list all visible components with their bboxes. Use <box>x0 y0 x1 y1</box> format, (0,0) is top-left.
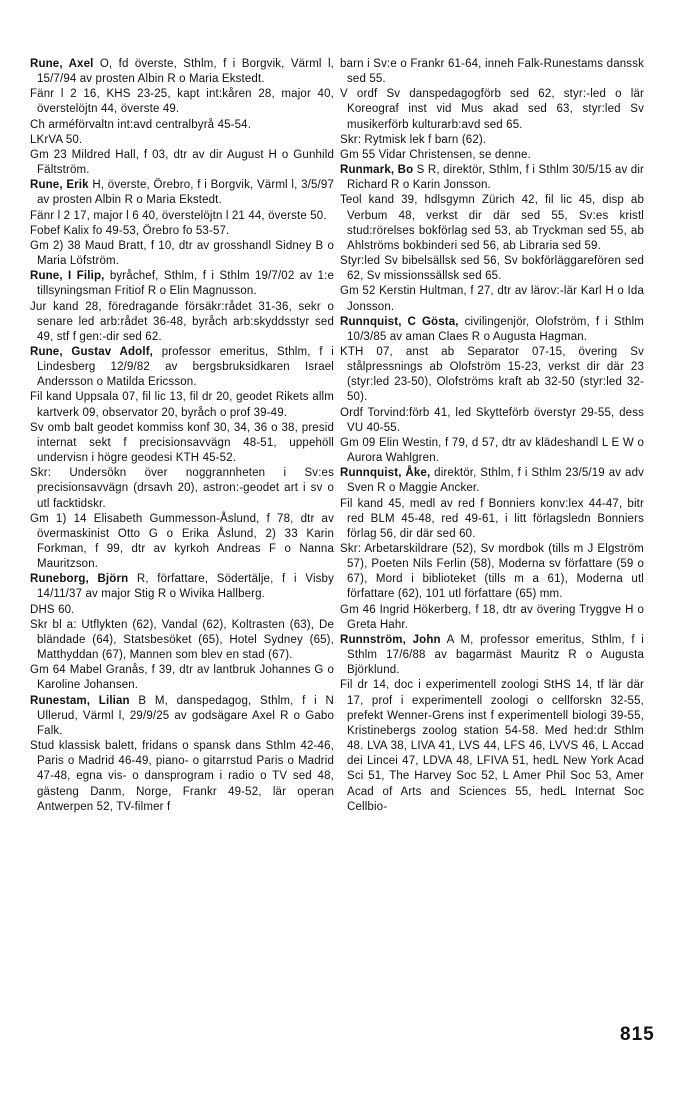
entry-paragraph <box>340 678 644 814</box>
entry-paragraph <box>340 542 644 603</box>
entry-name: Rune, Gustav Adolf, <box>30 345 154 358</box>
entry-text: R, författare, Södertälje, f i Visby 14/11/37 av major Stig R o Wivika Hallberg. <box>37 573 334 601</box>
entry-paragraph <box>340 148 644 163</box>
entry-paragraph <box>340 497 644 542</box>
entry-paragraph <box>30 239 334 269</box>
entry-name: Runnquist, C Gösta, <box>340 315 459 328</box>
entry-paragraph <box>340 57 644 87</box>
entry-text: Ch arméförvaltn int:avd centralbyrå 45-54. <box>30 118 252 131</box>
entry-text: DHS 60. <box>30 603 75 616</box>
entry-paragraph <box>30 87 334 117</box>
entry-name: Rune, I Filip, <box>30 270 105 283</box>
entry-text: Gm 46 Ingrid Hökerberg, f 18, dtr av övering Tryggve H o Greta Hahr. <box>340 603 644 631</box>
entry-heading-paragraph <box>30 57 334 87</box>
entry-text: B M, danspedagog, Sthlm, f i N Ullerud, Värml l, 29/9/25 av godsägare Axel R o Gabo Falk. <box>37 694 335 737</box>
entry-text: Jur kand 28, föredragande försäkr:rådet 31-36, sekr o senare led arb:rådet 36-48, byråch arb:skyddsstyr sed 49, stf f gen:-dir sed 62. <box>30 300 334 343</box>
entry-text: Gm 1) 14 Elisabeth Gummesson-Åslund, f 78, dtr av övermaskinist Otto G o Erika Åslund, 2) 33 Karin Forkman, f 99, dtr av kyrkoh Andreas F o Nanna Mauritzson. <box>30 512 334 571</box>
entry-text: O, fd överste, Sthlm, f i Borgvik, Värml l, 15/7/94 av prosten Albin R o Maria Ekstedt. <box>37 58 335 86</box>
entry-paragraph <box>340 436 644 466</box>
entry-heading-paragraph <box>340 466 644 496</box>
entry-text: Fil kand Uppsala 07, fil lic 13, fil dr 20, geodet Rikets allm kartverk 09, observator 20, byråch o prof 39-49. <box>30 391 334 419</box>
entry-paragraph <box>340 406 644 436</box>
entry-text: professor emeritus, Sthlm, f i Lindesberg 12/9/82 av bergsbruksidkaren Israel Andersson o Matilda Ericsson. <box>37 345 334 389</box>
entry-text: KTH 07, anst ab Separator 07-15, övering Sv stålpressnings ab Olofström 15-23, verkst dir där 23 (styr:led 23-50), Olofströms kraft ab 32-50 (styr:led 32-50). <box>340 345 644 404</box>
entry-text: Styr:led Sv bibelsällsk sed 56, Sv bokförläggarefören sed 62, Sv missionssällsk sed 65. <box>340 255 644 283</box>
entry-text: LKrVA 50. <box>30 133 83 146</box>
entry-name: Rune, Erik <box>30 179 89 192</box>
entry-text: A M, professor emeritus, Sthlm, f i Sthlm 17/6/88 av bagarmäst Mauritz R o Augusta Björklund. <box>347 633 644 677</box>
entry-name: Runnström, John <box>340 633 441 646</box>
entry-heading-paragraph <box>30 345 334 390</box>
entry-text: Sv omb balt geodet kommiss konf 30, 34, 36 o 38, presid internat sekt f precisionsavvägn 48-51, uppehöll undervisn i högre geodesi KTH 45-52. <box>30 421 334 465</box>
entry-name: Runeborg, Björn <box>30 573 129 586</box>
entry-paragraph <box>30 148 334 178</box>
entry-text: Teol kand 39, hdlsgymn Zürich 42, fil lic 45, disp ab Verbum 48, verkst dir där sed 55, Sv:es kristl stud:rörelses bokförlag sed 53, ab Tryckman sed 55, ab Ahlströms bokbinderi sed 56, ab Libraria sed 59. <box>340 194 644 252</box>
entry-text: S R, direktör, Sthlm, f i Sthlm 30/5/15 av dir Richard R o Karin Jonsson. <box>347 164 645 192</box>
entry-text: Skr bl a: Utflykten (62), Vandal (62), Koltrasten (63), De bländade (64), Statsbesöket (65), Hotel Sydney (65), Matthyddan (67), Mannen som blev en stad (67). <box>30 618 334 662</box>
entry-text: civilingenjör, Olofström, f i Sthlm 10/3/85 av aman Claes R o Augusta Hagman. <box>347 315 644 343</box>
entry-text: Fobef Kalix fo 49-53, Örebro fo 53-57. <box>30 224 230 237</box>
entry-text: Gm 64 Mabel Granås, f 39, dtr av lantbruk Johannes G o Karoline Johansen. <box>30 664 334 692</box>
entry-text: Skr: Rytmisk lek f barn (62). <box>340 133 487 146</box>
entry-paragraph <box>340 133 644 148</box>
entry-paragraph <box>30 466 334 511</box>
entry-text: H, överste, Örebro, f i Borgvik, Värml l, 3/5/97 av prosten Albin R o Maria Ekstedt. <box>37 179 334 207</box>
entry-text: Fil dr 14, doc i experimentell zoologi StHS 14, tf lär där 17, prof i experimentell zoologi o cellforskn 32-55, prefekt Wenner-Grens inst f experimentell biologi 39-55, Kristinebergs zoolog station 54-58. Med hed:dr Sthlm 48. LVA 38, LIVA 41, LVS 44, LFS 46, LVVS 46, L Accad dei Lincei 47, LDVA 48, LFIVA 51, hedL New York Acad Sci 51, The Harvey Soc 52, L Amer Phil Soc 53, Amer Acad of Arts and Sciences 55, hedL Internat Soc Cellbio- <box>340 679 644 813</box>
entry-paragraph <box>340 603 644 633</box>
entry-text: Stud klassisk balett, fridans o spansk dans Sthlm 42-46, Paris o Madrid 46-49, piano- o gitarrstud Paris o Madrid 47-48, egna vis- o dansprogram i radio o TV sed 48, gästeng Danm, Norge, Frankr 49-52, lär operan Antwerpen 52, TV-filmer f <box>30 740 334 813</box>
entry-text: Gm 55 Vidar Christensen, se denne. <box>340 148 531 161</box>
entry-paragraph <box>30 421 334 466</box>
entry-text: Fil kand 45, medl av red f Bonniers konv:lex 44-47, bitr red BLM 45-48, red 49-61, i litt förlagsledn Bonniers förlag 56, dir där sed 60. <box>340 497 644 540</box>
entry-name: Rune, Axel <box>30 58 94 70</box>
entry-paragraph <box>340 345 644 406</box>
entry-text: Fänr l 2 16, KHS 23-25, kapt int:kåren 28, major 40, överstelöjtn 44, överste 49. <box>30 88 334 116</box>
entry-paragraph <box>340 193 644 254</box>
entry-text: V ordf Sv danspedagogförb sed 62, styr:-led o lär Koreograf inst vid Mus akad sed 63, styr:led Sv musikerförb kulturarb:avd sed 65. <box>340 88 644 131</box>
entry-text: Fänr l 2 17, major l 6 40, överstelöjtn l 21 44, överste 50. <box>30 209 327 222</box>
entry-heading-paragraph <box>340 315 644 345</box>
entry-heading-paragraph <box>340 633 644 678</box>
entry-text: Gm 23 Mildred Hall, f 03, dtr av dir August H o Gunhild Fältström. <box>30 148 334 177</box>
entry-paragraph <box>30 300 334 345</box>
entry-name: Runestam, Lilian <box>30 694 130 707</box>
entry-text: Gm 2) 38 Maud Bratt, f 10, dtr av grosshandl Sidney B o Maria Löfström. <box>30 239 334 268</box>
entry-text: byråchef, Sthlm, f i Sthlm 19/7/02 av 1:e tillsyningsman Fritiof R o Elin Magnusson. <box>37 270 335 298</box>
entry-paragraph <box>30 739 334 815</box>
entry-heading-paragraph <box>30 269 334 299</box>
right-column <box>340 57 644 815</box>
entry-text: Skr: Undersökn över noggrannheten i Sv:es precisionsavvägn (drsavh 20), astron:-geodet art i sv o utl facktidskr. <box>30 467 334 510</box>
entry-paragraph <box>30 618 334 663</box>
entry-paragraph <box>340 284 644 314</box>
entry-text: Gm 09 Elin Westin, f 79, d 57, dtr av klädeshandl L E W o Aurora Wahlgren. <box>340 436 644 465</box>
entry-text: Skr: Arbetarskildrare (52), Sv mordbok (tills m J Elgström 57), Poeten Nils Ferlin (58), Moderna sv författare (59 o 67), Mord i biblioteket (tills m a 61), Moderna utl författare (62), 101 utl författare (65) mm. <box>340 543 644 601</box>
entry-paragraph <box>30 512 334 573</box>
left-column <box>30 57 334 815</box>
entry-paragraph <box>30 224 334 239</box>
entry-text: Ordf Torvind:förb 41, led Skytteförb överstyr 29-55, dess VU 40-55. <box>340 406 644 434</box>
entry-heading-paragraph <box>30 694 334 739</box>
entry-heading-paragraph <box>340 163 644 193</box>
entry-text: direktör, Sthlm, f i Sthlm 23/5/19 av adv Sven R o Maggie Ancker. <box>347 467 645 495</box>
entry-paragraph <box>340 87 644 132</box>
entry-heading-paragraph <box>30 178 334 208</box>
entry-paragraph <box>30 118 334 133</box>
entry-paragraph <box>340 254 644 284</box>
entry-name: Runmark, Bo <box>340 164 414 177</box>
entry-text: Gm 52 Kerstin Hultman, f 27, dtr av lärov:-lär Karl H o Ida Jonsson. <box>340 285 644 313</box>
entry-paragraph <box>30 603 334 618</box>
entry-name: Runnquist, Åke, <box>340 467 431 480</box>
page-number: 815 <box>620 1024 655 1045</box>
entry-paragraph <box>30 390 334 420</box>
entry-heading-paragraph <box>30 572 334 602</box>
entry-paragraph <box>30 133 334 148</box>
entry-text: barn i Sv:e o Frankr 61-64, inneh Falk-Runestams danssk sed 55. <box>340 58 644 86</box>
entry-paragraph <box>30 663 334 693</box>
entry-paragraph <box>30 209 334 224</box>
